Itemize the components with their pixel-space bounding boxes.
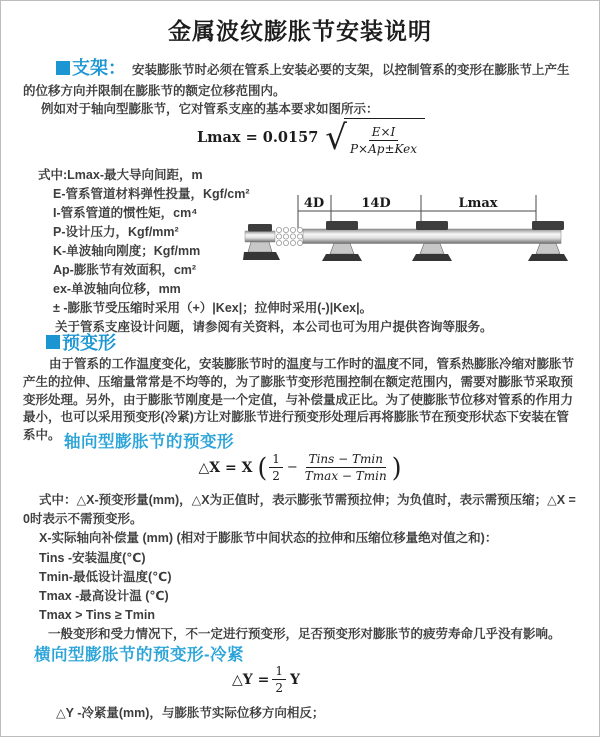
formula2-denominator: Tmax − Tmin — [304, 469, 387, 484]
preform-heading-label: 预变形 — [62, 333, 116, 353]
note-line: Tins -安装温度(℃) — [39, 550, 146, 565]
close-paren: ) — [391, 452, 402, 483]
definition-line: K-单波轴向刚度；Kgf/mm — [53, 244, 201, 258]
preform-section-heading — [46, 329, 116, 355]
formula2-numerator: Tins − Tmin — [306, 452, 386, 468]
formula3-denominator: 2 — [275, 681, 283, 696]
formula1-lhs: Lmax = 0.0157 — [196, 128, 319, 146]
definition-line: E-管系管道材料弹性投量，Kgf/cm² — [53, 187, 250, 201]
note-line: Tmax -最高设计温 (℃) — [39, 589, 169, 604]
support-example-line: 例如对于轴向型膨胀节，它对管系支座的基本要求如图所示： — [41, 102, 379, 116]
definition-line: ± -膨胀节受压缩时采用（+）|Kex|；拉伸时采用(-)|Kex|。 — [53, 301, 373, 315]
formula3-rhs: Y — [290, 671, 300, 688]
definitions-lead: 式中:Lmax-最大导向间距，m — [38, 168, 203, 182]
sqrt-expression — [325, 118, 425, 156]
pipe-stub — [245, 231, 275, 242]
note-line: Tmin-最低设计温度(℃) — [39, 569, 172, 584]
lateral-note: △Y -冷紧量(mm)，与膨胀节实际位移方向相反； — [56, 706, 325, 720]
definition-line: Ap-膨胀节有效面积，cm² — [53, 263, 197, 277]
preform-paragraph: 由于管系的工作温度变化，安装膨胀节时的温度与工作时的温度不同，管系热膨胀冷缩对膨胀节产生的拉伸、压缩量常常是不均等的，为了膨胀节变形范围控制在额定范围内，需要对膨胀节采取预变形处理。另外，由于膨胀节刚度是一个定值，与补偿量成正比。为了使膨胀节位移对管系的作用力最小，也可以采用预变形(冷紧)方让对膨胀节进行预变形处理后再将膨胀节在预变形状态下安装在管系中。 — [23, 357, 575, 443]
note-line: 式中：△X-预变形量(mm)，△X为正值时，表示膨张节需预拉伸；为负值时，表示需预压缩；△X = 0时表示不需预变形。 — [23, 493, 576, 527]
half-numerator: 1 — [269, 452, 283, 468]
note-line: Tmax > Tins ≥ Tmin — [39, 608, 156, 623]
half-denominator: 2 — [272, 469, 280, 484]
lateral-preform-heading: 横向型膨胀节的预变形-冷紧 — [34, 646, 244, 664]
formula3-lhs: △Y = — [231, 671, 270, 688]
one-half-fraction — [272, 664, 286, 695]
section-bullet-icon — [46, 335, 60, 349]
formula1-denominator: P×Ap±Kex — [349, 142, 418, 157]
formula2-lhs: △X = X — [198, 459, 253, 476]
open-paren: ( — [257, 452, 268, 483]
support-section-heading — [56, 58, 126, 78]
page-title: 金属波纹膨胀节安装说明 — [168, 18, 432, 44]
lateral-preform-formula — [1, 664, 531, 695]
formula3-numerator: 1 — [272, 664, 286, 680]
axial-preform-heading: 轴向型膨胀节的预变形 — [64, 433, 234, 451]
support-intro-text: 安装膨胀节时必须在管系上安装必要的支架，以控制管系的变形在膨胀节上产生的位移方向并限制在膨胀节的额定位移范围内。 — [23, 63, 570, 98]
axial-notes-list — [23, 491, 583, 645]
sqrt-body — [344, 118, 425, 156]
formula1-fraction — [347, 125, 420, 156]
bellows-icon — [276, 227, 302, 245]
support-note: 关于管系支座设计问题，请参阅有关资料，本公司也可为用户提供咨询等服务。 — [55, 320, 493, 334]
temperature-fraction — [302, 452, 390, 483]
note-line: X-实际轴向补偿量 (mm) (相对于膨胀节中间状态的拉伸和压缩位移量绝对值之和)： — [39, 531, 498, 546]
guide-spacing-formula — [1, 118, 600, 156]
pipe-support-diagram — [243, 191, 569, 269]
dim-label-14d: 14D — [361, 196, 391, 211]
definition-line: ex-单波轴向位移，mm — [53, 282, 181, 296]
definition-line: P-设计压力，Kgf/mm² — [53, 225, 179, 239]
axial-preform-formula — [1, 452, 600, 483]
one-half-fraction — [269, 452, 283, 483]
support-heading-label: 支架： — [72, 58, 126, 78]
definition-line: I-管系管道的惯性矩，cm⁴ — [53, 206, 198, 220]
radical-sign-icon: √ — [325, 117, 347, 158]
minus-sign: − — [286, 460, 298, 476]
dim-label-lmax: Lmax — [458, 196, 498, 211]
dim-label-4d: 4D — [303, 196, 325, 211]
note-line: 一般变形和受力情况下，不一定进行预变形，足否预变形对膨胀节的疲劳寿命几乎没有影响。 — [48, 627, 561, 642]
pipe — [303, 229, 561, 244]
formula1-numerator: E×I — [369, 125, 399, 141]
support-intro-paragraph — [23, 58, 581, 102]
section-bullet-icon — [56, 61, 70, 75]
